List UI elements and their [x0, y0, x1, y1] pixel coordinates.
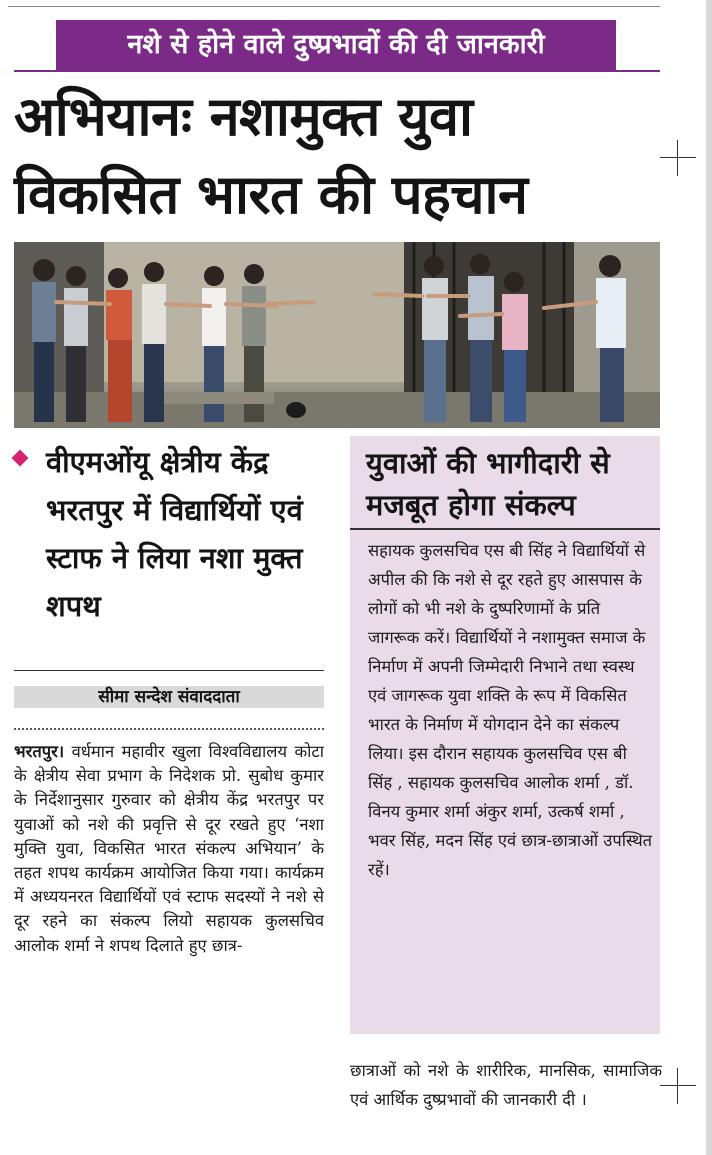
kicker-rule	[14, 70, 660, 72]
crosshair-icon	[660, 1068, 696, 1104]
sidebar-title: युवाओं की भागीदारी से मजबूत होगा संकल्प	[366, 446, 610, 522]
diamond-icon	[12, 450, 29, 467]
sidebar-rule	[350, 528, 660, 530]
dotted-divider	[14, 728, 324, 730]
byline: सीमा सन्देश संवाददाता	[98, 687, 240, 707]
page-edge-shadow	[706, 0, 712, 1155]
headline-line-1: अभियानः नशामुक्त युवा	[14, 85, 473, 148]
sidebar-body: सहायक कुलसचिव एस बी सिंह ने विद्यार्थियों से अपील की कि नशे से दूर रहते हुए आसपास के लोगों को भी नशे के दुष्परिणामों के प्रति जागरूक करें। विद्यार्थियों ने नशामुक्त समाज के निर्माण में अपनी जिम्मेदारी निभाने तथा स्वस्थ एवं जागरूक युवा शक्ति के रूप में विकसित भारत के निर्माण में योगदान देने का संकल्प लिया। इस दौरान सहायक कुलसचिव एस बी सिंह , सहायक कुलसचिव आलोक शर्मा , डॉ. विनय कुमार शर्मा अंकुर शर्मा, उत्कर्ष शर्मा , भवर सिंह, मदन सिंह एवं छात्र-छात्राओं उपस्थित रहें।	[368, 541, 653, 879]
subheadline-rule	[14, 670, 324, 671]
kicker-text: नशे से होने वाले दुष्प्रभावों की दी जानकारी	[127, 29, 545, 60]
dateline: भरतपुर।	[14, 742, 65, 761]
subheadline: वीएमओंयू क्षेत्रीय केंद्र भरतपुर में विद्यार्थियों एवं स्टाफ ने लिया नशा मुक्त शपथ	[46, 445, 303, 623]
top-rule	[8, 6, 660, 7]
body-text-left: वर्धमान महावीर खुला विश्वविद्यालय कोटा के क्षेत्रीय सेवा प्रभाग के निदेशक प्रो. सुबोध कुमार के निर्देशानुसार गुरुवार को क्षेत्रीय केंद्र भरतपुर पर युवाओं को नशे की प्रवृत्ति से दूर रखते हुए ‘नशा मुक्ति युवा, विकसित भारत संकल्प अभियान’ के तहत शपथ कार्यक्रम आयोजित किया गया। कार्यक्रम में अध्ययनरत विद्यार्थियों एवं स्टाफ सदस्यों ने नशे से दूर रहने का संकल्प लियो सहायक कुलसचिव आलोक शर्मा ने शपथ दिलाते हुए छात्र-	[14, 742, 324, 955]
article-body-right: छात्राओं को नशे के शारीरिक, मानसिक, सामाजिक एवं आर्थिक दुष्प्रभावों की जानकारी दी ।	[350, 1061, 662, 1109]
article-body-left	[14, 740, 324, 1152]
news-photo-illustration	[14, 242, 660, 428]
headline-line-2: विकसित भारत की पहचान	[14, 163, 528, 226]
news-photo	[14, 242, 660, 428]
crosshair-icon	[660, 140, 696, 176]
